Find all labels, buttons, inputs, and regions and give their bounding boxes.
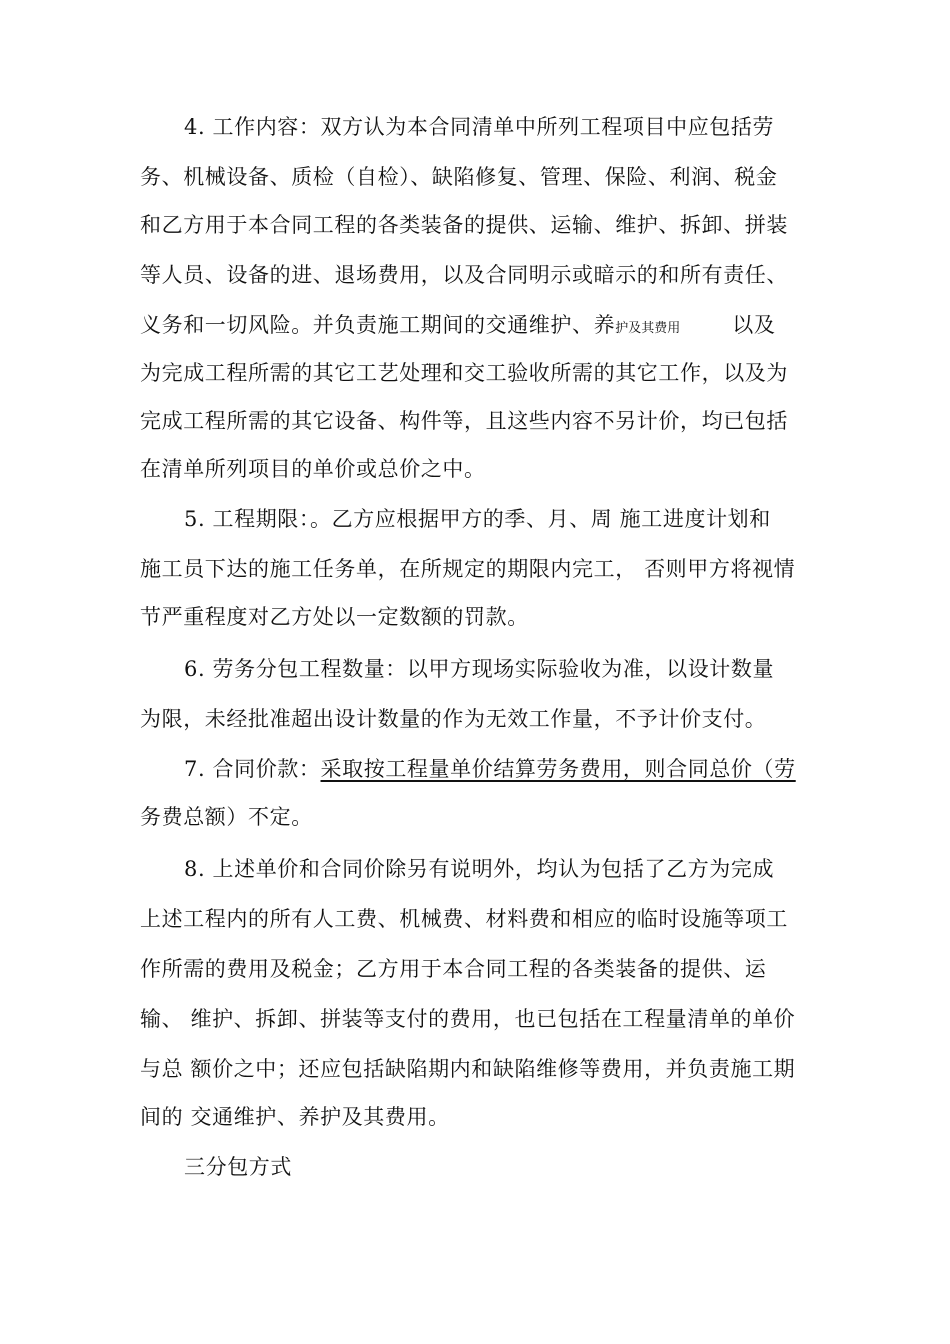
para8-line4: 输、 维护、拆卸、拼装等支付的费用，也已包括在工程量清单的单价 (140, 1007, 796, 1031)
para4-line8: 在清单所列项目的单价或总价之中。 (140, 457, 486, 481)
para5-line2: 施工员下达的施工任务单，在所规定的期限内完工， 否则甲方将视情 (140, 557, 796, 581)
para4-line5-text: 义务和一切风险。并负责施工期间的交通维护、养 (140, 313, 616, 337)
para7-line1 (184, 756, 874, 782)
para4-line5-tail: 以及 (732, 313, 776, 337)
para8-line6: 间的 交通维护、养护及其费用。 (140, 1105, 450, 1129)
para4-line1: 4. 工作内容：双方认为本合同清单中所列工程项目中应包括劳 (184, 115, 775, 139)
para8-line2: 上述工程内的所有人工费、机械费、材料费和相应的临时设施等项工 (140, 907, 788, 931)
para4-line7: 完成工程所需的其它设备、构件等，且这些内容不另计价，均已包括 (140, 409, 788, 433)
para6-line2: 为限，未经批准超出设计数量的作为无效工作量，不予计价支付。 (140, 707, 767, 731)
para4-line3: 和乙方用于本合同工程的各类装备的提供、运输、维护、拆卸、拼装 (140, 213, 788, 237)
para8-line3: 作所需的费用及税金；乙方用于本合同工程的各类装备的提供、运 (140, 957, 767, 981)
section-heading: 三分包方式 (184, 1155, 292, 1179)
para8-line5: 与总 额价之中；还应包括缺陷期内和缺陷维修等费用，并负责施工期 (140, 1057, 796, 1081)
para8-line1: 8. 上述单价和合同价除另有说明外，均认为包括了乙方为完成 (184, 857, 775, 881)
para7-label: 7. 合同价款： (184, 757, 321, 781)
para4-line4: 等人员、设备的进、退场费用，以及合同明示或暗示的和所有责任、 (140, 263, 788, 287)
para7-underlined-text: 采取按工程量单价结算劳务费用，则合同总价（劳 (320, 757, 796, 781)
para4-line5 (140, 312, 830, 342)
para5-line3: 节严重程度对乙方处以一定数额的罚款。 (140, 605, 529, 629)
para4-line5-small-text: 护及其费用 (615, 321, 681, 336)
para5-line1: 5. 工程期限：。乙方应根据甲方的季、月、周 施工进度计划和 (184, 507, 771, 531)
para4-line6: 为完成工程所需的其它工艺处理和交工验收所需的其它工作，以及为 (140, 361, 788, 385)
para4-line2: 务、机械设备、质检（自检）、缺陷修复、管理、保险、利润、税金 (140, 165, 778, 189)
para7-line2: 务费总额）不定。 (140, 805, 313, 829)
para6-line1: 6. 劳务分包工程数量：以甲方现场实际验收为准，以设计数量 (184, 657, 775, 681)
